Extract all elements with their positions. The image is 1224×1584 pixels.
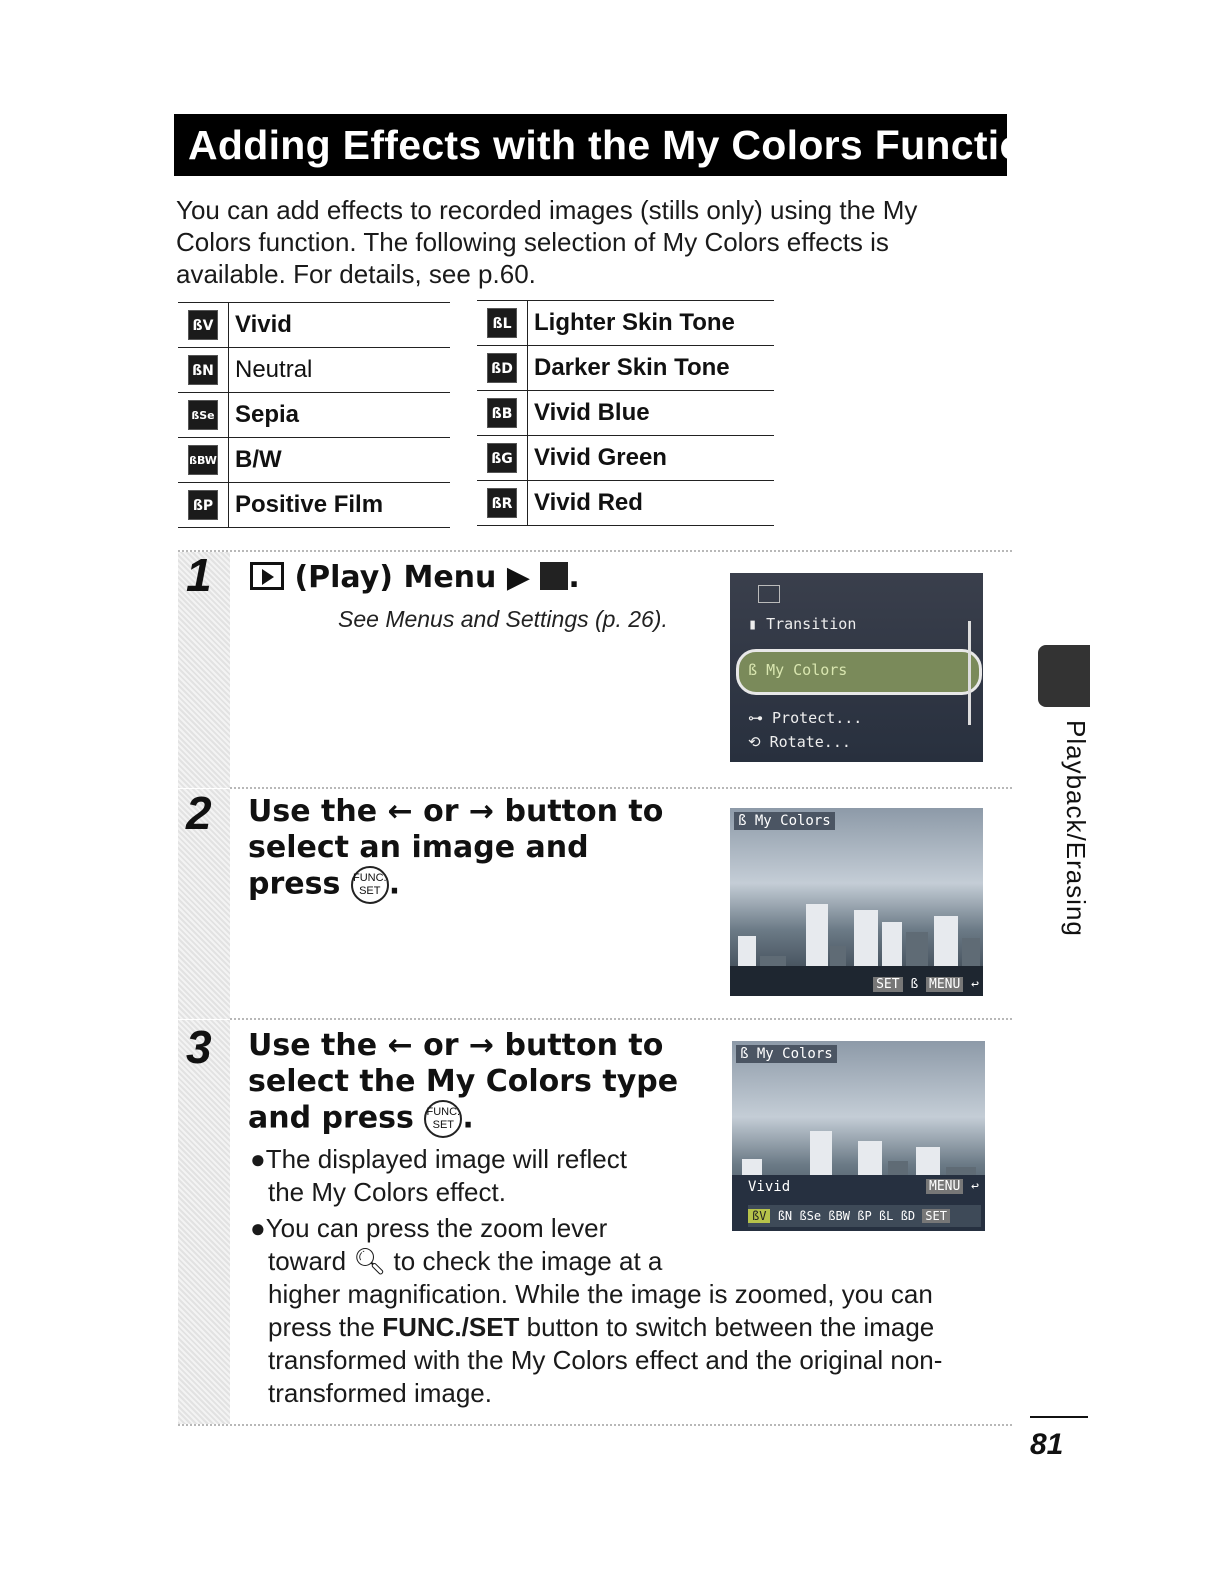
effect-label: Positive Film xyxy=(229,483,451,528)
bullet-item: ●The displayed image will reflect xyxy=(250,1144,627,1174)
page-title: Adding Effects with the My Colors Function xyxy=(174,114,1007,176)
menu-screen xyxy=(730,573,983,762)
bw-icon: ßBW xyxy=(188,445,218,475)
my-colors-icon: ß xyxy=(738,813,755,829)
arrow-right-icon: ▶ xyxy=(506,560,530,595)
menu-item-my-colors: ß My Colors xyxy=(748,661,848,679)
effects-table-left xyxy=(178,302,450,528)
effect-row xyxy=(178,348,450,393)
bullet-line: transformed image. xyxy=(268,1378,492,1408)
bullet-line: transformed with the My Colors effect and the original non- xyxy=(268,1345,943,1375)
effect-label: Vivid Blue xyxy=(528,391,775,436)
step-number: 3 xyxy=(186,1021,212,1073)
effect-row xyxy=(477,346,774,391)
effect-selector-bar xyxy=(748,1205,981,1227)
photo-screen xyxy=(732,1041,985,1231)
bullet-line: toward 🔍︎ to check the image at a xyxy=(268,1246,663,1276)
menu-item-protect: ⊶ Protect... xyxy=(748,709,863,727)
play-icon xyxy=(250,562,284,590)
effect-row xyxy=(178,393,450,438)
effect-row xyxy=(178,438,450,483)
effect-label: Vivid xyxy=(229,303,451,348)
divider xyxy=(178,1424,1012,1426)
menu-item-transition: ▮ Transition xyxy=(748,615,857,633)
step-number: 1 xyxy=(186,549,212,601)
func-set-button-icon: FUNC. SET xyxy=(351,866,389,904)
play-tab-icon xyxy=(758,585,780,603)
positive-film-icon: ßP xyxy=(188,490,218,520)
effect-label: B/W xyxy=(229,438,451,483)
intro-paragraph: You can add effects to recorded images (stills only) using the My Colors function. The following selection of My Colors effects is available. For details, see p.60. xyxy=(176,195,918,289)
effect-label: Neutral xyxy=(229,348,451,393)
vivid-blue-icon: ßB xyxy=(487,398,517,428)
step3-heading: Use the ← or → button to select the My Colors type and press FUNC. SET . xyxy=(248,1028,718,1138)
divider xyxy=(178,550,1012,552)
effect-label: Lighter Skin Tone xyxy=(528,301,775,346)
screen-footer xyxy=(926,1179,979,1194)
effect-label: Vivid Red xyxy=(528,481,775,526)
step3-heading-line: select the My Colors type xyxy=(248,1064,679,1099)
bullet-line: the My Colors effect. xyxy=(268,1177,506,1207)
step2-heading-line: Use the ← or → button to xyxy=(248,794,664,829)
step1-heading-text: (Play) Menu xyxy=(294,560,497,595)
menu-badge: MENU xyxy=(926,1179,963,1194)
step2-heading-line: press xyxy=(248,866,341,902)
scrollbar xyxy=(968,621,971,725)
step-band xyxy=(178,1020,230,1424)
sepia-icon: ßSe xyxy=(188,400,218,430)
photo-screen xyxy=(730,808,983,996)
vivid-icon: ßV xyxy=(748,1209,770,1223)
step1-heading: (Play) Menu ▶ . xyxy=(250,560,580,596)
return-icon: ↩ xyxy=(971,1179,979,1194)
menu-badge: MENU xyxy=(926,977,963,992)
effect-label: Sepia xyxy=(229,393,451,438)
sepia-icon: ßSe xyxy=(799,1209,822,1223)
page-number-rule xyxy=(1030,1416,1088,1418)
bw-icon: ßBW xyxy=(828,1209,850,1223)
bullet-item: ●You can press the zoom lever xyxy=(250,1213,608,1243)
effect-label: Vivid Green xyxy=(528,436,775,481)
mode-label: ß My Colors xyxy=(736,1045,837,1063)
my-colors-icon: ß xyxy=(740,1046,757,1062)
zoom-in-icon: 🔍︎ xyxy=(353,1246,387,1276)
page-number: 81 xyxy=(1030,1428,1064,1461)
return-icon: ↩ xyxy=(971,977,979,992)
section-tab xyxy=(1038,645,1090,707)
effect-row xyxy=(477,481,774,526)
step2-heading-line: select an image and xyxy=(248,830,589,865)
menu-item-rotate: ⟲ Rotate... xyxy=(748,733,851,751)
transition-icon: ▮ xyxy=(748,615,767,633)
neutral-icon: ßN xyxy=(188,355,218,385)
divider xyxy=(230,787,1012,789)
my-colors-icon: ß xyxy=(910,977,919,992)
darker-skin-icon: ßD xyxy=(487,353,517,383)
step2-heading: Use the ← or → button to select an image and press FUNC. SET . xyxy=(248,794,708,904)
bullet-line: press the FUNC./SET button to switch between the image xyxy=(268,1312,935,1342)
lighter-skin-icon: ßL xyxy=(487,308,517,338)
rotate-icon: ⟲ xyxy=(748,733,770,751)
my-colors-icon xyxy=(540,562,568,590)
effect-row xyxy=(178,483,450,528)
step1-note: See Menus and Settings (p. 26). xyxy=(338,606,668,632)
mode-name: Vivid xyxy=(748,1179,791,1195)
key-icon: ⊶ xyxy=(748,709,773,727)
mode-label: ß My Colors xyxy=(734,812,835,830)
my-colors-icon: ß xyxy=(748,661,767,679)
effect-row xyxy=(477,436,774,481)
lighter-skin-icon: ßL xyxy=(878,1209,894,1223)
vivid-green-icon: ßG xyxy=(487,443,517,473)
darker-skin-icon: ßD xyxy=(900,1209,916,1223)
vivid-icon: ßV xyxy=(188,310,218,340)
bullet-line: higher magnification. While the image is zoomed, you can xyxy=(268,1279,933,1309)
positive-film-icon: ßP xyxy=(857,1209,872,1223)
step3-heading-line: Use the ← or → button to xyxy=(248,1028,664,1063)
screen-footer xyxy=(873,977,979,992)
effect-row xyxy=(477,301,774,346)
effects-table-right xyxy=(477,300,774,526)
set-badge: SET xyxy=(922,1209,950,1223)
func-set-button-icon: FUNC. SET xyxy=(424,1100,462,1138)
effect-row xyxy=(178,303,450,348)
vivid-red-icon: ßR xyxy=(487,488,517,518)
divider xyxy=(230,1018,1012,1020)
step3-heading-line: and press xyxy=(248,1100,414,1136)
section-label: Playback/Erasing xyxy=(1061,720,1091,937)
effect-label: Darker Skin Tone xyxy=(528,346,775,391)
set-badge: SET xyxy=(873,977,902,992)
effect-row xyxy=(477,391,774,436)
neutral-icon: ßN xyxy=(777,1209,793,1223)
step-number: 2 xyxy=(186,787,212,839)
